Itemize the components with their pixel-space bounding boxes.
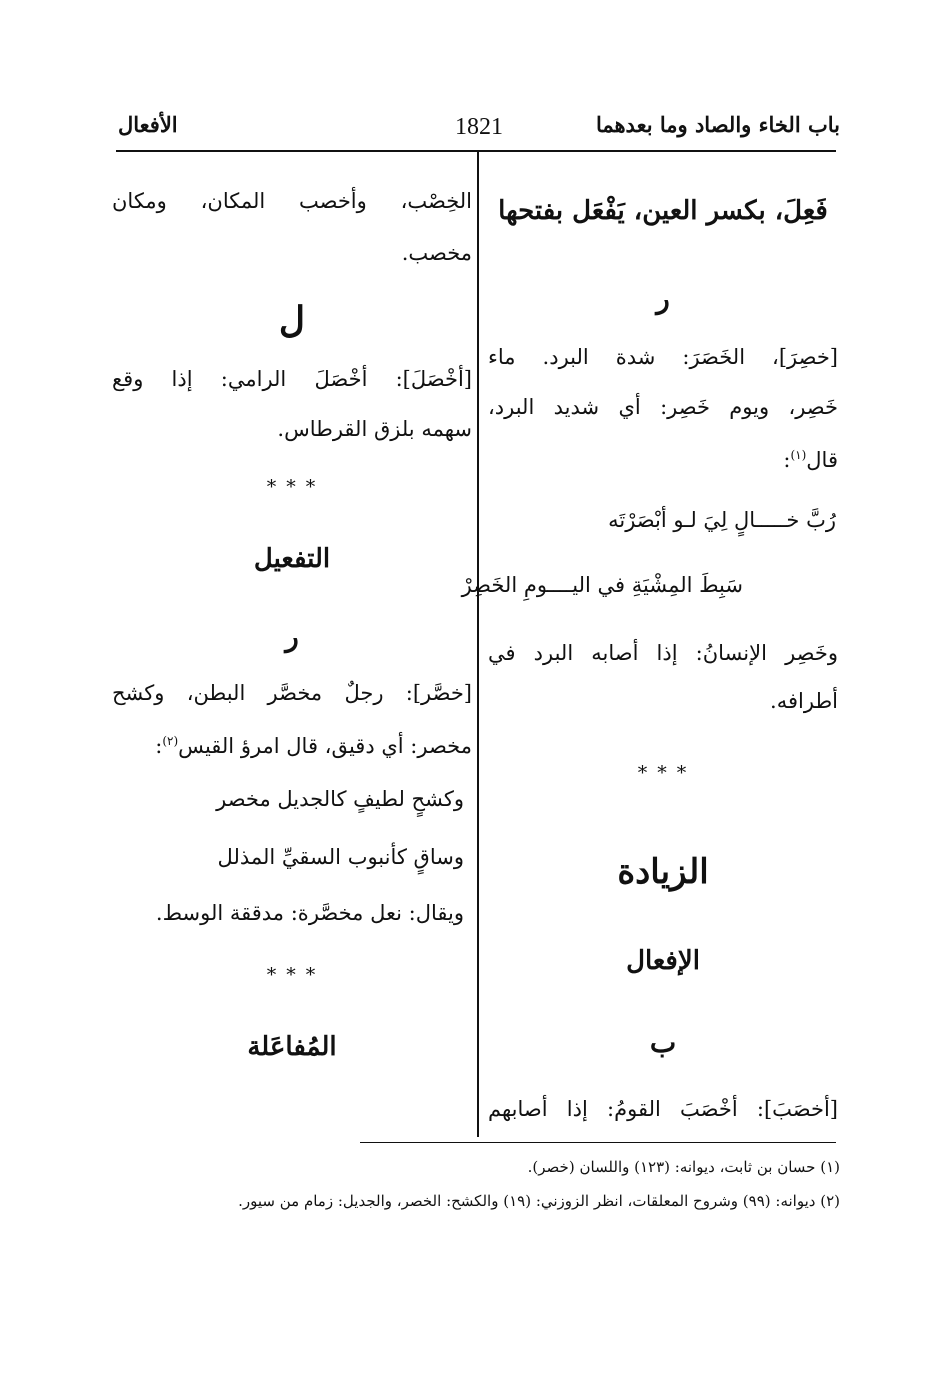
entry-akhsab-line1: [أخصَبَ]: أخْصَبَ القومُ: إذا أصابهم: [488, 1097, 838, 1121]
entry-khisb-line2: مخصب.: [401, 241, 472, 265]
footnote-ref-2: (٢): [162, 734, 179, 748]
entry-khasira-line1: [خصِرَ]، الخَصَرَ: شدة البرد. ماء: [488, 345, 838, 369]
letter-heading-ra-left: ر: [285, 620, 299, 653]
section-heading-ziyada: الزيادة: [617, 852, 709, 892]
footnote-ref-1: (١): [790, 448, 807, 462]
verse-line-1: رُبَّ خـــــالٍ لِيَ لـو أبْصَرْتَه: [608, 508, 836, 532]
running-head-section: الأفعال: [118, 112, 178, 137]
page-number: 1821: [455, 114, 503, 140]
footnote-rule: [360, 1142, 836, 1143]
entry-insan-line2: أطرافه.: [770, 689, 838, 713]
entry-khassar-line1: [خصَّر]: رجلٌ مخصَّر البطن، وكشح: [112, 681, 472, 705]
separator-stars: * * *: [637, 762, 689, 784]
section-heading-tafil: التفعيل: [253, 544, 331, 574]
header-rule: [116, 150, 836, 152]
section-heading-ifal: الإفعال: [626, 946, 700, 976]
entry-akhsal-line1: [أخْصَلَ]: أخْصَلَ الرامي: إذا وقع: [112, 367, 472, 391]
footnote-2: (٢) ديوانه: (٩٩) وشروح المعلقات، انظر الزوزني: (١٩) والكشح: الخصر، والجديل: زمام من سيور.: [238, 1192, 840, 1210]
entry-naal: ويقال: نعل مخصَّرة: مدققة الوسط.: [155, 901, 464, 925]
section-heading-mufaala: المُفاعَلة: [247, 1032, 337, 1062]
entry-insan-line1: وخَصِر الإنسانُ: إذا أصابه البرد في: [488, 641, 838, 665]
footnote-1: (١) حسان بن ثابت، ديوانه: (١٢٣) واللسان (خصر).: [527, 1158, 840, 1176]
letter-heading-ba: ب: [649, 1026, 677, 1059]
entry-khisb-line1: الخِصْب، وأخصب المكان، ومكان: [112, 189, 472, 213]
entry-khasira-line3: قال$^{(١)}$:: [783, 448, 838, 472]
letter-heading-lam: ل: [278, 299, 306, 341]
separator-stars-2: * * *: [266, 964, 318, 986]
verse-line-2: سَبِطَ المِشْيَةِ في اليــــومِ الخَصِرْ: [461, 573, 743, 597]
entry-khasira-line2: خَصِر، ويوم خَصِر: أي شديد البرد،: [488, 395, 838, 419]
column-divider: [477, 152, 479, 1137]
section-heading-fail: فَعِلَ، بكسر العين، يَفْعَل بفتحها: [498, 196, 828, 226]
verse-line-3: وكشحٍ لطيفٍ كالجديل مخصر: [216, 787, 464, 811]
entry-khassar-line2: مخصر: أي دقيق، قال امرؤ القيس$^{(٢)}$:: [155, 734, 472, 758]
running-head-chapter: باب الخاء والصاد وما بعدهما: [595, 112, 840, 137]
letter-heading-ra: ر: [656, 282, 670, 315]
entry-akhsal-line2: سهمه بلزق القرطاس.: [277, 417, 472, 441]
separator-stars-1: * * *: [266, 476, 318, 498]
verse-line-4: وساقٍ كأنبوب السقيِّ المذلل: [217, 845, 464, 869]
